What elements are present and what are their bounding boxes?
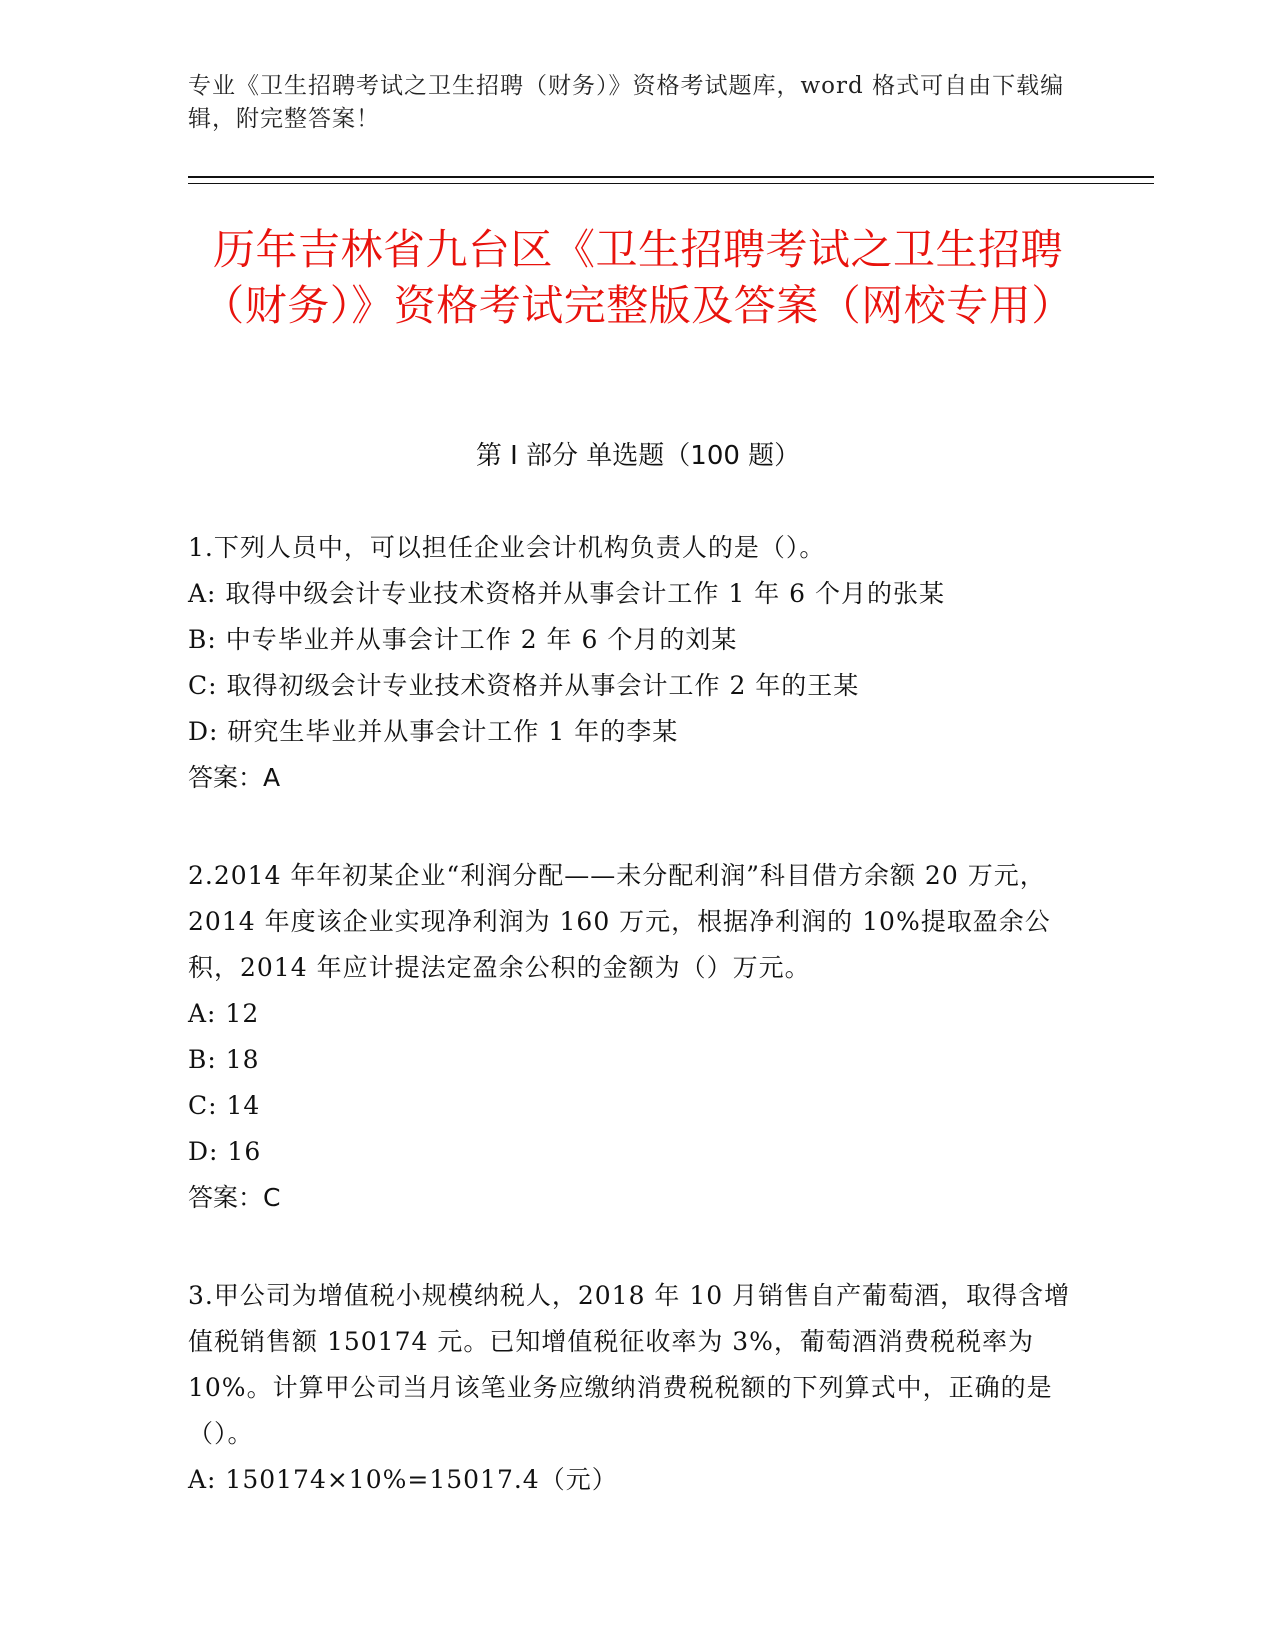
option-a: A: 取得中级会计专业技术资格并从事会计工作 1 年 6 个月的张某 (188, 579, 946, 608)
option-a: A: 12 (188, 999, 260, 1028)
question-list (188, 525, 1088, 1555)
document-title: 历年吉林省九台区《卫生招聘考试之卫生招聘（财务）》资格考试完整版及答案（网校专用） (202, 225, 1074, 330)
option-b: B: 中专毕业并从事会计工作 2 年 6 个月的刘某 (188, 625, 738, 654)
question-stem: 3.甲公司为增值税小规模纳税人，2018 年 10 月销售自产葡萄酒，取得含增值税销售额 150174 元。已知增值税征收率为 3%，葡萄酒消费税税率为 10%。计算甲公司当月该笔业务应缴纳消费税税额的下列算式中，正确的是（）。 (188, 1281, 1071, 1448)
question-1 (188, 525, 1088, 801)
question-stem: 1.下列人员中，可以担任企业会计机构负责人的是（）。 (188, 533, 826, 562)
question-2 (188, 853, 1088, 1221)
header-note: 专业《卫生招聘考试之卫生招聘（财务）》资格考试题库，word 格式可自由下载编辑，附完整答案！ (188, 73, 1065, 132)
answer: 答案：C (188, 1183, 281, 1212)
option-a: A: 150174×10%=15017.4（元） (188, 1465, 618, 1494)
option-c: C: 取得初级会计专业技术资格并从事会计工作 2 年的王某 (188, 671, 860, 700)
answer: 答案：A (188, 763, 281, 792)
question-stem: 2.2014 年年初某企业“利润分配——未分配利润”科目借方余额 20 万元，2014 年度该企业实现净利润为 160 万元，根据净利润的 10%提取盈余公积，2014 年应计提法定盈余公积的金额为（）万元。 (188, 861, 1051, 982)
option-d: D: 研究生毕业并从事会计工作 1 年的李某 (188, 717, 679, 746)
option-c: C: 14 (188, 1091, 261, 1120)
question-3 (188, 1273, 1088, 1503)
option-b: B: 18 (188, 1045, 260, 1074)
header-divider-thick (188, 176, 1154, 178)
header-divider-thin (188, 183, 1154, 184)
option-d: D: 16 (188, 1137, 262, 1166)
section-title: 第 I 部分 单选题（100 题） (475, 441, 801, 471)
